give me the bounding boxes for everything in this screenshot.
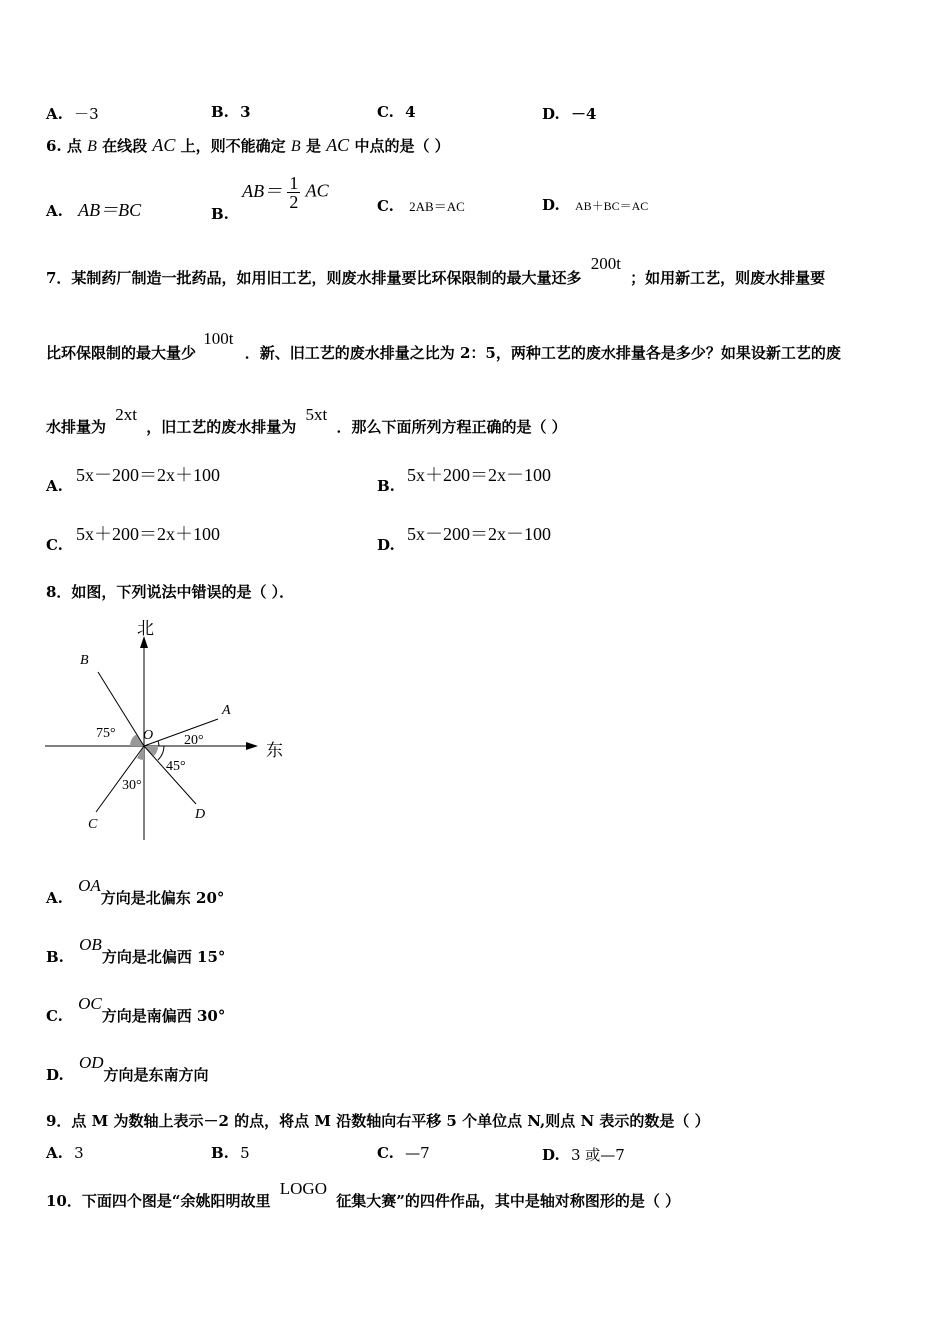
option-label: C. [377,197,394,215]
point-c-label: C [88,817,98,832]
point-a-label: A [222,703,231,718]
math-ac: AC [326,135,350,155]
point-b-label: B [80,653,89,668]
q7-option-c-expr: 5x＋200＝2x＋100 [76,524,220,544]
north-label: 北 [137,619,154,638]
stem-text: 征集大赛”的四件作品，其中是轴对称图形的是（ ） [336,1192,681,1210]
stem-text: 点 [66,137,82,155]
math-5xt: 5xt [305,405,328,424]
q8-option-c[interactable] [46,994,226,1026]
math-2xt: 2xt [115,405,137,424]
option-label: A. [46,477,63,495]
q9-option-d[interactable] [542,1144,625,1165]
ray-name: OA [78,876,101,895]
q7-option-d-expr: 5x－200＝2x－100 [407,524,551,544]
option-text: —7 [405,1144,430,1162]
stem-text: 中点的是（ ） [354,137,450,155]
option-text: 5 [240,1144,250,1162]
stem-text: 在线段 [102,137,148,155]
stem-text: 10．下面四个图是“余姚阳明故里 [46,1192,271,1210]
angle-b-sector [130,735,144,747]
option-text: 3 或—7 [570,1146,625,1164]
fraction [287,174,300,211]
angle-b-label: 75° [96,726,116,741]
q8-option-b[interactable] [46,935,226,967]
ray-od [144,746,196,804]
ray-name: OB [79,935,102,954]
q10-stem [46,1179,681,1211]
option-text: 方向是北偏西 15° [101,948,226,966]
option-text: 3 [240,103,251,121]
q7-option-a[interactable] [46,477,63,495]
q6-stem [46,135,450,156]
option-label: B. [211,103,229,121]
stem-text: 比环保限制的最大量少 [46,344,197,362]
ray-oa [144,719,218,746]
stem-text: 是 [305,137,321,155]
math-100t: 100t [203,329,234,348]
math-logo: LOGO [279,1179,327,1198]
q9-stem: 9．点 M 为数轴上表示－2 的点，将点 M 沿数轴向右平移 5 个单位点 N,则点 N 表示的数是（ ） [46,1112,710,1130]
option-text: －3 [74,105,99,123]
option-label: D. [542,1146,560,1164]
math-b: B [290,138,301,155]
angle-a-arc [158,741,159,746]
ray-name: OD [78,1053,104,1072]
option-label: C. [46,1007,63,1025]
east-label: 东 [266,741,283,760]
option-expr: AC [305,180,329,201]
option-label: A. [46,889,63,907]
angle-c-label: 30° [122,778,142,793]
angle-a-label: 20° [184,733,204,748]
option-text: 方向是南偏西 30° [101,1007,226,1025]
q9-option-a[interactable] [46,1144,84,1162]
option-text: 3 [74,1144,84,1162]
option-text: 方向是北偏东 20° [100,889,225,907]
q5-option-a[interactable] [46,103,99,124]
option-label: D. [542,105,560,123]
stem-text: ．新、旧工艺的废水排量之比为 2：5，两种工艺的废水排量各是多少？如果设新工艺的废 [244,344,841,362]
option-label: B. [211,1144,229,1162]
option-label: D. [542,196,560,214]
q8-option-d[interactable] [46,1053,209,1085]
q8-stem: 8．如图，下列说法中错误的是（ ）． [46,583,295,601]
option-label: B. [46,948,64,966]
option-label: A. [46,1144,63,1162]
q6-option-b[interactable] [211,173,329,223]
q7-option-b-expr: 5x＋200＝2x－100 [407,465,551,485]
option-label: D. [377,536,395,554]
q5-option-d[interactable] [542,103,596,124]
option-expr: AB＋BC＝AC [574,199,649,213]
option-text: －4 [570,105,597,123]
option-text: 方向是东南方向 [103,1066,209,1084]
option-expr: AB＝ [242,180,283,201]
q7-option-a-expr: 5x－200＝2x＋100 [76,465,220,485]
angle-d-label: 45° [166,759,186,774]
q5-option-c[interactable] [377,103,416,121]
option-label: D. [46,1066,64,1084]
option-label: A. [46,202,63,220]
math-200t: 200t [590,254,621,273]
q7-option-c[interactable] [46,536,63,554]
option-label: B. [377,477,395,495]
point-o-label: O [143,728,154,743]
compass-figure [40,612,300,847]
q9-option-b[interactable] [211,1144,250,1162]
ray-name: OC [78,994,102,1013]
q6-option-a[interactable] [46,196,141,222]
q7-line-1 [46,254,826,288]
option-text: 4 [405,103,416,121]
stem-text: ，旧工艺的废水排量为 [146,418,297,436]
stem-text: ．那么下面所列方程正确的是（ ） [336,418,567,436]
option-label: C. [377,1144,394,1162]
stem-text: 上，则不能确定 [180,137,286,155]
q6-option-c[interactable] [377,196,465,215]
fraction-numerator: 1 [289,173,299,193]
stem-text: 水排量为 [46,418,107,436]
q7-line-2 [46,329,841,363]
point-d-label: D [195,807,206,822]
option-expr: 2AB＝AC [409,199,465,214]
fraction-denominator: 2 [289,192,299,212]
angle-d-arc [158,746,164,760]
math-b: B [87,138,97,155]
option-label: A. [46,105,63,123]
q7-line-3 [46,405,567,437]
q9-option-c[interactable] [377,1144,430,1162]
option-label: C. [377,103,394,121]
option-expr: AB＝BC [78,200,142,220]
q5-option-b[interactable] [211,103,251,121]
q7-option-d[interactable] [377,536,395,554]
stem-text: 7．某制药厂制造一批药品，如用旧工艺，则废水排量要比环保限制的最大量还多 [46,269,582,287]
option-label: B. [211,204,229,223]
q7-option-b[interactable] [377,477,395,495]
math-ac: AC [152,135,176,155]
question-number: 6. [46,137,62,155]
stem-text: ；如用新工艺，则废水排量要 [630,269,826,287]
east-arrowhead [246,742,258,750]
q8-option-a[interactable] [46,876,225,908]
option-label: C. [46,536,63,554]
q6-option-d[interactable] [542,196,648,214]
